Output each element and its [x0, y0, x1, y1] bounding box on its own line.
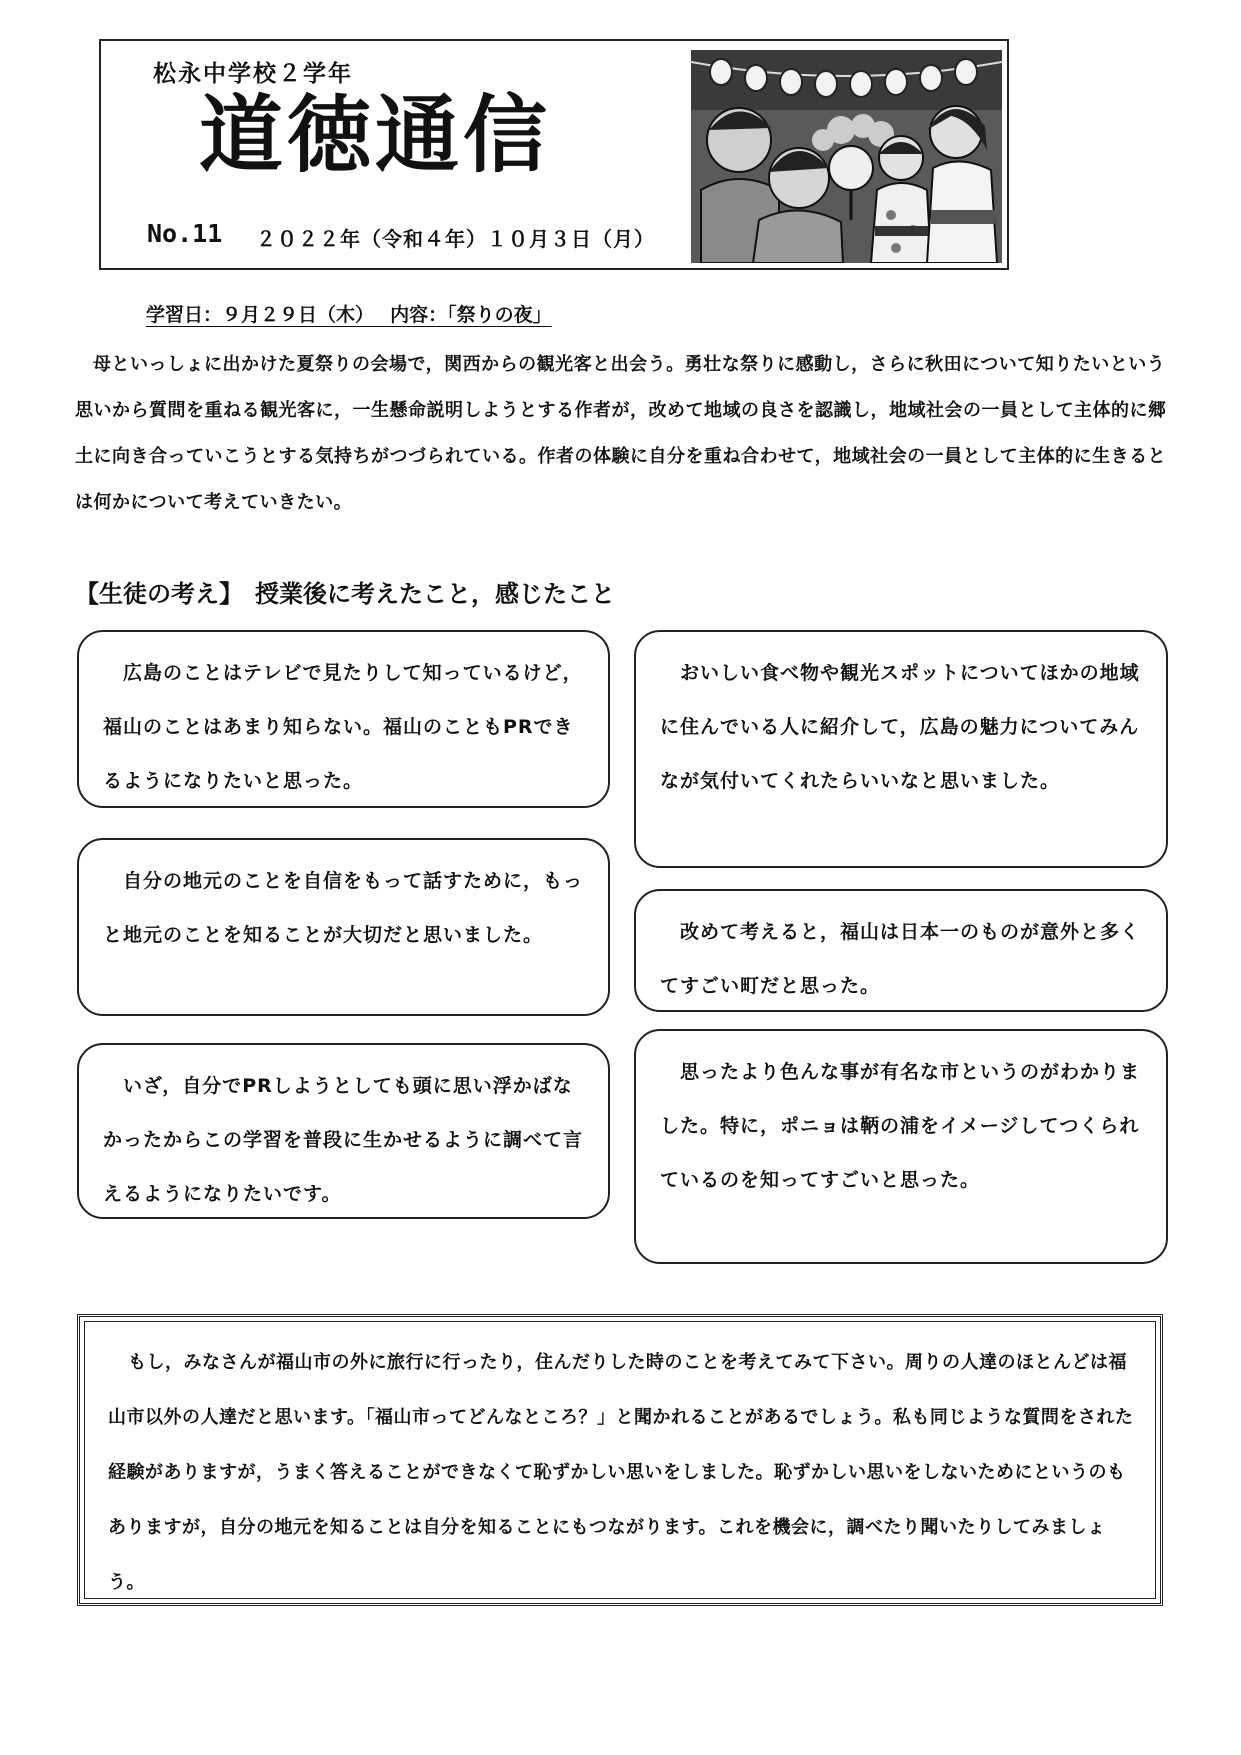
student-opinion-card: 広島のことはテレビで見たりして知っているけど，福山のことはあまり知らない。福山のこともPRできるようになりたいと思った。 [77, 630, 610, 808]
student-opinion-card: おいしい食べ物や観光スポットについてほかの地域に住んでいる人に紹介して，広島の魅力についてみんなが気付いてくれたらいいなと思いました。 [634, 630, 1168, 868]
student-opinion-card: 自分の地元のことを自信をもって話すために，もっと地元のことを知ることが大切だと思いました。 [77, 838, 610, 1016]
student-opinion-card: 改めて考えると，福山は日本一のものが意外と多くてすごい町だと思った。 [634, 889, 1168, 1012]
issue-number: No.11 [147, 219, 223, 248]
student-opinion-card: いざ，自分でPRしようとしても頭に思い浮かばなかったからこの学習を普段に生かせるように調べて言えるようになりたいです。 [77, 1043, 610, 1219]
school-name: 松永中学校２学年 [153, 61, 353, 87]
issue-date: ２０２２年（令和４年）１０月３日（月） [256, 227, 655, 251]
newsletter-title: 道徳通信 [199, 86, 552, 184]
study-date-and-topic: 学習日：９月２９日（木） 内容：「祭りの夜」 [146, 304, 552, 326]
student-opinions-heading: 【生徒の考え】 授業後に考えたこと，感じたこと [75, 580, 615, 608]
festival-illustration [691, 50, 1002, 263]
teacher-closing-message: もし，みなさんが福山市の外に旅行に行ったり，住んだりした時のことを考えてみて下さい。周りの人達のほとんどは福山市以外の人達だと思います。「福山市ってどんなところ？」と聞かれることがあるでしょう。私も同じような質問をされた経験がありますが，うまく答えることができなくて恥ずかしい思いをしました。恥ずかしい思いをしないためにというのもありますが，自分の地元を知ることは自分を知ることにもつながります。これを機会に，調べたり聞いたりしてみましょう。 [77, 1314, 1163, 1606]
lesson-summary: 母といっしょに出かけた夏祭りの会場で，関西からの観光客と出会う。勇壮な祭りに感動し，さらに秋田について知りたいという思いから質問を重ねる観光客に，一生懸命説明しようとする作者が，改めて地域の良さを認識し，地域社会の一員として主体的に郷土に向き合っていこうとする気持ちがつづられている。作者の体験に自分を重ね合わせて，地域社会の一員として主体的に生きるとは何かについて考えていきたい。 [75, 354, 1167, 513]
newsletter-header [99, 39, 1009, 270]
student-opinion-card: 思ったより色んな事が有名な市というのがわかりました。特に，ポニョは鞆の浦をイメージしてつくられているのを知ってすごいと思った。 [634, 1029, 1168, 1264]
